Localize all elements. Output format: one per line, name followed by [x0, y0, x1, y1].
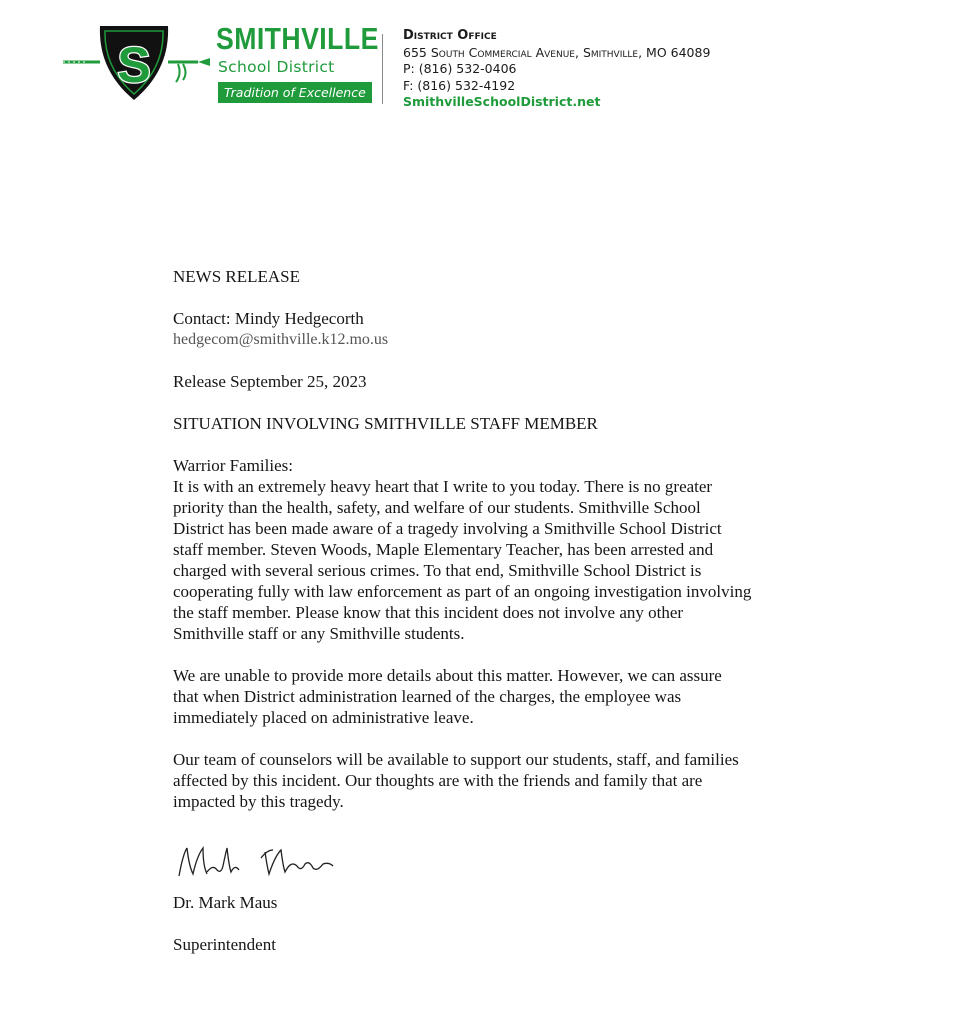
district-subname: School District — [218, 58, 335, 76]
signature-icon — [173, 836, 353, 886]
district-office-block — [403, 28, 710, 111]
release-subject: SITUATION INVOLVING SMITHVILLE STAFF MEMBER — [173, 414, 598, 433]
logo-letter: S — [117, 37, 151, 93]
office-fax: F: (816) 532-4192 — [403, 77, 516, 93]
office-phone: P: (816) 532-0406 — [403, 61, 517, 76]
signer-name: Dr. Mark Maus — [173, 893, 278, 912]
paragraph-3: Our team of counselors will be available to support our students, staff, and families affected by this incident. Our thoughts are with the friends and family that are impacted by this tragedy. — [173, 750, 739, 811]
header-divider — [382, 34, 383, 104]
news-release-body — [173, 266, 873, 955]
release-date: Release September 25, 2023 — [173, 372, 367, 391]
district-logo — [60, 18, 379, 108]
release-heading: NEWS RELEASE — [173, 267, 301, 286]
office-address: 655 South Commercial Avenue, Smithville, MO 64089 — [403, 44, 711, 60]
office-title: District Office — [403, 28, 497, 43]
signer-title: Superintendent — [173, 935, 276, 954]
district-tagline: Tradition of Excellence — [218, 82, 372, 103]
contact-line: Contact: Mindy Hedgecorth — [173, 309, 364, 328]
shield-logo-icon — [60, 18, 220, 108]
greeting: Warrior Families: — [173, 456, 293, 475]
paragraph-1: It is with an extremely heavy heart that I write to you today. There is no greater priority than the health, safety, and welfare of our students. Smithville School District has been made aware of a tragedy involving a Smithville School District staff member. Steven Woods, Maple Elementary Teacher, has been arrested and charged with several serious crimes. To that end, Smithville School District is cooperating fully with law enforcement as part of an ongoing investigation involving the staff member. Please know that this incident does not involve any other Smithville staff or any Smithville students. — [173, 477, 752, 643]
contact-email[interactable]: hedgecom@smithville.k12.mo.us — [173, 331, 389, 348]
office-website[interactable]: SmithvilleSchoolDistrict.net — [403, 94, 601, 109]
signature — [173, 830, 873, 892]
district-name: SMITHVILLE — [216, 21, 379, 56]
paragraph-2: We are unable to provide more details about this matter. However, we can assure that when District administration learned of the charges, the employee was immediately placed on administrative leave. — [173, 666, 722, 727]
